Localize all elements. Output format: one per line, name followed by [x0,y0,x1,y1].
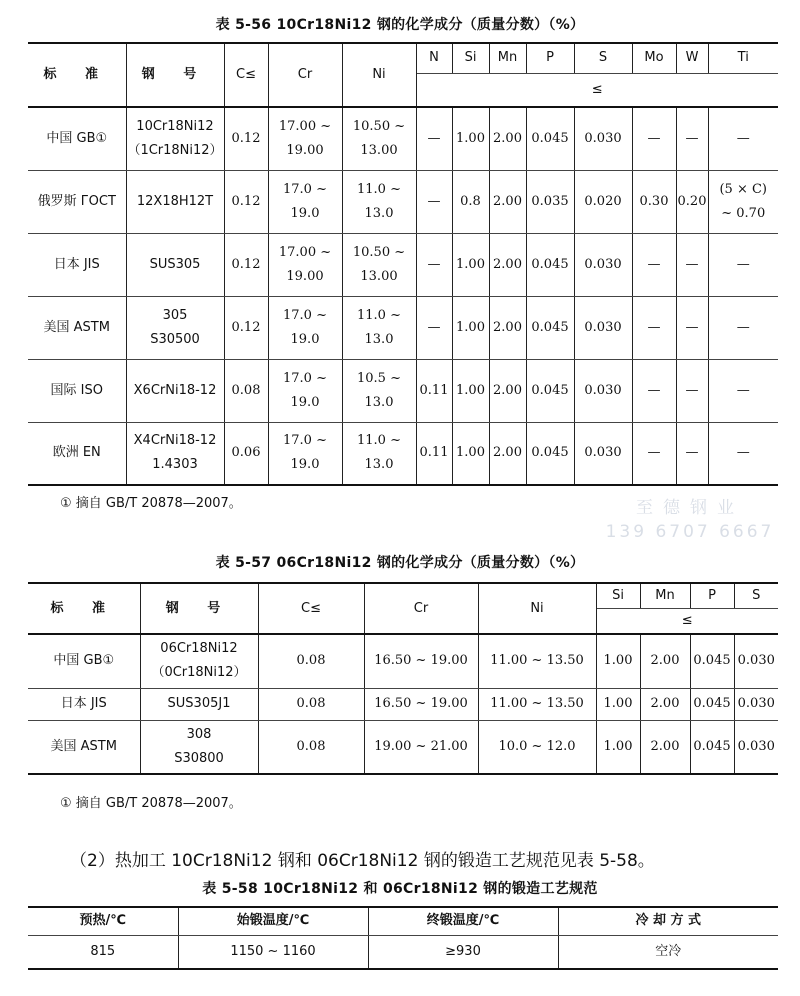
cell-preheat: 815 [28,935,178,969]
cell-ti-line: (5 × C) [719,181,768,197]
cell-s: 0.030 [734,720,778,774]
cell-si: 1.00 [452,296,489,359]
header-max-marker: ≤ [416,73,778,107]
cell-n: — [416,296,452,359]
cell-finish-forging-temp: ≥930 [368,935,558,969]
header-grade: 钢 号 [140,583,258,634]
cell-mo: — [632,107,676,170]
cell-c: 0.08 [258,688,364,720]
header-mn: Mn [489,43,526,73]
header-s: S [734,583,778,609]
header-ni: Ni [342,43,416,107]
cell-mo: — [632,359,676,422]
cell-grade [126,233,224,296]
cell-grade-line: （1Cr18Ni12） [127,142,223,158]
cell-s: 0.030 [574,422,632,485]
cell-ti [708,170,778,233]
cell-p: 0.045 [526,296,574,359]
cell-ni-line: 13.00 [360,268,398,284]
cell-ti [708,233,778,296]
header-preheat: 预热/℃ [28,907,178,935]
cell-standard: 中国 GB① [28,634,140,688]
cell-mo: — [632,296,676,359]
cell-c: 0.08 [258,634,364,688]
cell-s: 0.030 [574,359,632,422]
cell-w: — [676,233,708,296]
table-56 [28,42,778,486]
cell-s: 0.030 [734,688,778,720]
header-cr: Cr [364,583,478,634]
cell-n: 0.11 [416,359,452,422]
cell-standard: 欧洲 EN [28,422,126,485]
cell-n: — [416,107,452,170]
header-si: Si [452,43,489,73]
cell-grade-line: SUS305J1 [167,696,231,711]
table-row [28,170,778,233]
header-n: N [416,43,452,73]
cell-ni [342,107,416,170]
cell-grade-line: （0Cr18Ni12） [151,665,247,681]
cell-grade [126,422,224,485]
cell-grade-line: S30500 [150,331,200,347]
cell-standard: 日本 JIS [28,233,126,296]
cell-ni-line: 13.0 [364,457,394,473]
cell-ti-line: ~ 0.70 [721,205,766,221]
header-ti: Ti [708,43,778,73]
header-s: S [574,43,632,73]
cell-ni-line: 10.50 ~ [352,118,406,134]
cell-si: 1.00 [452,107,489,170]
cell-grade-line: 10Cr18Ni12 [136,118,214,134]
header-c: C≤ [258,583,364,634]
cell-mn: 2.00 [489,296,526,359]
cell-grade [126,296,224,359]
cell-cr-line: 17.00 ~ [278,118,332,134]
cell-n: 0.11 [416,422,452,485]
cell-ni [342,170,416,233]
table-56-body [28,107,778,485]
cell-ni-line: 13.0 [364,394,394,410]
cell-p: 0.045 [690,720,734,774]
cell-ni: 11.00 ~ 13.50 [478,688,596,720]
watermark-company: 至德钢业 [636,498,744,518]
table-row [28,688,778,720]
cell-w: — [676,107,708,170]
cell-cr-line: 17.0 ~ [283,370,327,386]
cell-grade-line: 06Cr18Ni12 [160,641,238,657]
header-cooling-method: 冷 却 方 式 [558,907,778,935]
cell-cr: 16.50 ~ 19.00 [364,688,478,720]
header-p: P [690,583,734,609]
cell-c: 0.12 [224,170,268,233]
cell-ni: 10.0 ~ 12.0 [478,720,596,774]
cell-cr-line: 17.0 ~ [283,181,327,197]
cell-p: 0.045 [526,422,574,485]
header-cr: Cr [268,43,342,107]
cell-w: — [676,422,708,485]
header-si: Si [596,583,640,609]
cell-cr-line: 19.00 [286,268,324,284]
header-max-marker: ≤ [596,609,778,635]
cell-standard: 中国 GB① [28,107,126,170]
cell-grade-line: X4CrNi18-12 [133,433,217,449]
cell-p: 0.045 [526,107,574,170]
cell-cr-line: 19.0 [290,457,320,473]
header-finish-forging-temp: 终锻温度/℃ [368,907,558,935]
cell-grade-line: 1.4303 [152,457,198,473]
cell-mn: 2.00 [489,107,526,170]
cell-standard: 俄罗斯 ГОСТ [28,170,126,233]
cell-ti-line: — [736,130,750,146]
cell-cooling-method: 空冷 [558,935,778,969]
cell-s: 0.030 [574,107,632,170]
cell-ni-line: 11.0 ~ [357,181,401,197]
cell-cr [268,296,342,359]
cell-ti-line: — [736,382,750,398]
cell-c: 0.12 [224,107,268,170]
cell-grade-line: 305 [162,307,188,323]
cell-mn: 2.00 [489,359,526,422]
cell-cr-line: 17.00 ~ [278,244,332,260]
table-row [28,634,778,688]
cell-mn: 2.00 [489,170,526,233]
cell-c: 0.08 [224,359,268,422]
cell-ni-line: 13.00 [360,142,398,158]
cell-si: 1.00 [452,359,489,422]
cell-s: 0.030 [574,233,632,296]
cell-c: 0.08 [258,720,364,774]
cell-p: 0.035 [526,170,574,233]
cell-w: — [676,359,708,422]
cell-s: 0.030 [574,296,632,359]
table-57-caption: 表 5-57 06Cr18Ni12 钢的化学成分（质量分数）（%） [215,555,585,571]
cell-p: 0.045 [526,233,574,296]
cell-ni-line: 11.0 ~ [357,307,401,323]
cell-c: 0.12 [224,296,268,359]
cell-grade-line: 12X18H12T [136,193,214,209]
header-standard: 标 准 [28,583,140,634]
cell-si: 1.00 [452,233,489,296]
cell-p: 0.045 [690,634,734,688]
cell-grade-line: 308 [186,726,212,742]
cell-ni-line: 10.50 ~ [352,244,406,260]
cell-ni [342,359,416,422]
cell-grade [140,688,258,720]
header-ni: Ni [478,583,596,634]
cell-ti-line: — [736,445,750,461]
cell-cr-line: 19.00 [286,142,324,158]
cell-si: 1.00 [452,422,489,485]
cell-grade [140,634,258,688]
cell-grade [126,359,224,422]
cell-mo: — [632,422,676,485]
watermark [600,496,780,544]
cell-si: 1.00 [596,720,640,774]
cell-s: 0.020 [574,170,632,233]
cell-cr-line: 19.0 [290,331,320,347]
cell-standard: 国际 ISO [28,359,126,422]
header-w: W [676,43,708,73]
cell-grade [126,107,224,170]
cell-grade-line: X6CrNi18-12 [133,382,217,398]
table-57 [28,582,778,775]
table-row [28,422,778,485]
table-row [28,107,778,170]
cell-cr [268,422,342,485]
cell-ni [342,296,416,359]
cell-cr [268,107,342,170]
cell-ni: 11.00 ~ 13.50 [478,634,596,688]
cell-mn: 2.00 [489,233,526,296]
cell-p: 0.045 [526,359,574,422]
cell-mn: 2.00 [640,634,690,688]
table-58 [28,906,778,970]
table-56-caption: 表 5-56 10Cr18Ni12 钢的化学成分（质量分数）（%） [215,17,585,33]
cell-grade [126,170,224,233]
cell-w: 0.20 [676,170,708,233]
cell-mn: 2.00 [640,688,690,720]
cell-ni [342,422,416,485]
cell-n: — [416,233,452,296]
paragraph-hot-working: （2）热加工 10Cr18Ni12 钢和 06Cr18Ni12 钢的锻造工艺规范见表 5-58。 [70,851,655,871]
table-56-footnote: ① 摘自 GB/T 20878—2007。 [60,496,242,511]
cell-grade-line: SUS305 [149,256,201,272]
header-mn: Mn [640,583,690,609]
cell-ni-line: 13.0 [364,205,394,221]
cell-start-forging-temp: 1150 ~ 1160 [178,935,368,969]
header-c: C≤ [224,43,268,107]
cell-cr-line: 19.0 [290,205,320,221]
cell-c: 0.12 [224,233,268,296]
table-57-footnote: ① 摘自 GB/T 20878—2007。 [60,796,242,811]
cell-cr-line: 19.0 [290,394,320,410]
cell-standard: 美国 ASTM [28,720,140,774]
cell-ti [708,107,778,170]
table-57-body [28,634,778,774]
cell-cr: 16.50 ~ 19.00 [364,634,478,688]
cell-ti [708,296,778,359]
cell-ti-line: — [736,256,750,272]
cell-mo: 0.30 [632,170,676,233]
header-mo: Mo [632,43,676,73]
table-row [28,359,778,422]
cell-cr: 19.00 ~ 21.00 [364,720,478,774]
cell-standard: 美国 ASTM [28,296,126,359]
cell-s: 0.030 [734,634,778,688]
cell-standard: 日本 JIS [28,688,140,720]
cell-cr [268,233,342,296]
cell-w: — [676,296,708,359]
cell-ti-line: — [736,319,750,335]
cell-cr-line: 17.0 ~ [283,307,327,323]
cell-ti [708,359,778,422]
cell-mo: — [632,233,676,296]
cell-ni-line: 10.5 ~ [357,370,401,386]
cell-n: — [416,170,452,233]
cell-ti [708,422,778,485]
table-58-caption: 表 5-58 10Cr18Ni12 和 06Cr18Ni12 钢的锻造工艺规范 [202,881,598,897]
cell-si: 0.8 [452,170,489,233]
header-start-forging-temp: 始锻温度/℃ [178,907,368,935]
cell-ni [342,233,416,296]
watermark-phone: 139 6707 6667 [605,522,775,542]
cell-cr [268,170,342,233]
cell-cr-line: 17.0 ~ [283,433,327,449]
cell-ni-line: 13.0 [364,331,394,347]
cell-ni-line: 11.0 ~ [357,433,401,449]
cell-mn: 2.00 [489,422,526,485]
cell-mn: 2.00 [640,720,690,774]
cell-grade [140,720,258,774]
header-p: P [526,43,574,73]
header-grade: 钢 号 [126,43,224,107]
cell-p: 0.045 [690,688,734,720]
table-row [28,233,778,296]
cell-si: 1.00 [596,688,640,720]
cell-c: 0.06 [224,422,268,485]
table-row [28,296,778,359]
table-row [28,720,778,774]
header-standard: 标 准 [28,43,126,107]
cell-si: 1.00 [596,634,640,688]
cell-cr [268,359,342,422]
cell-grade-line: S30800 [174,750,224,766]
